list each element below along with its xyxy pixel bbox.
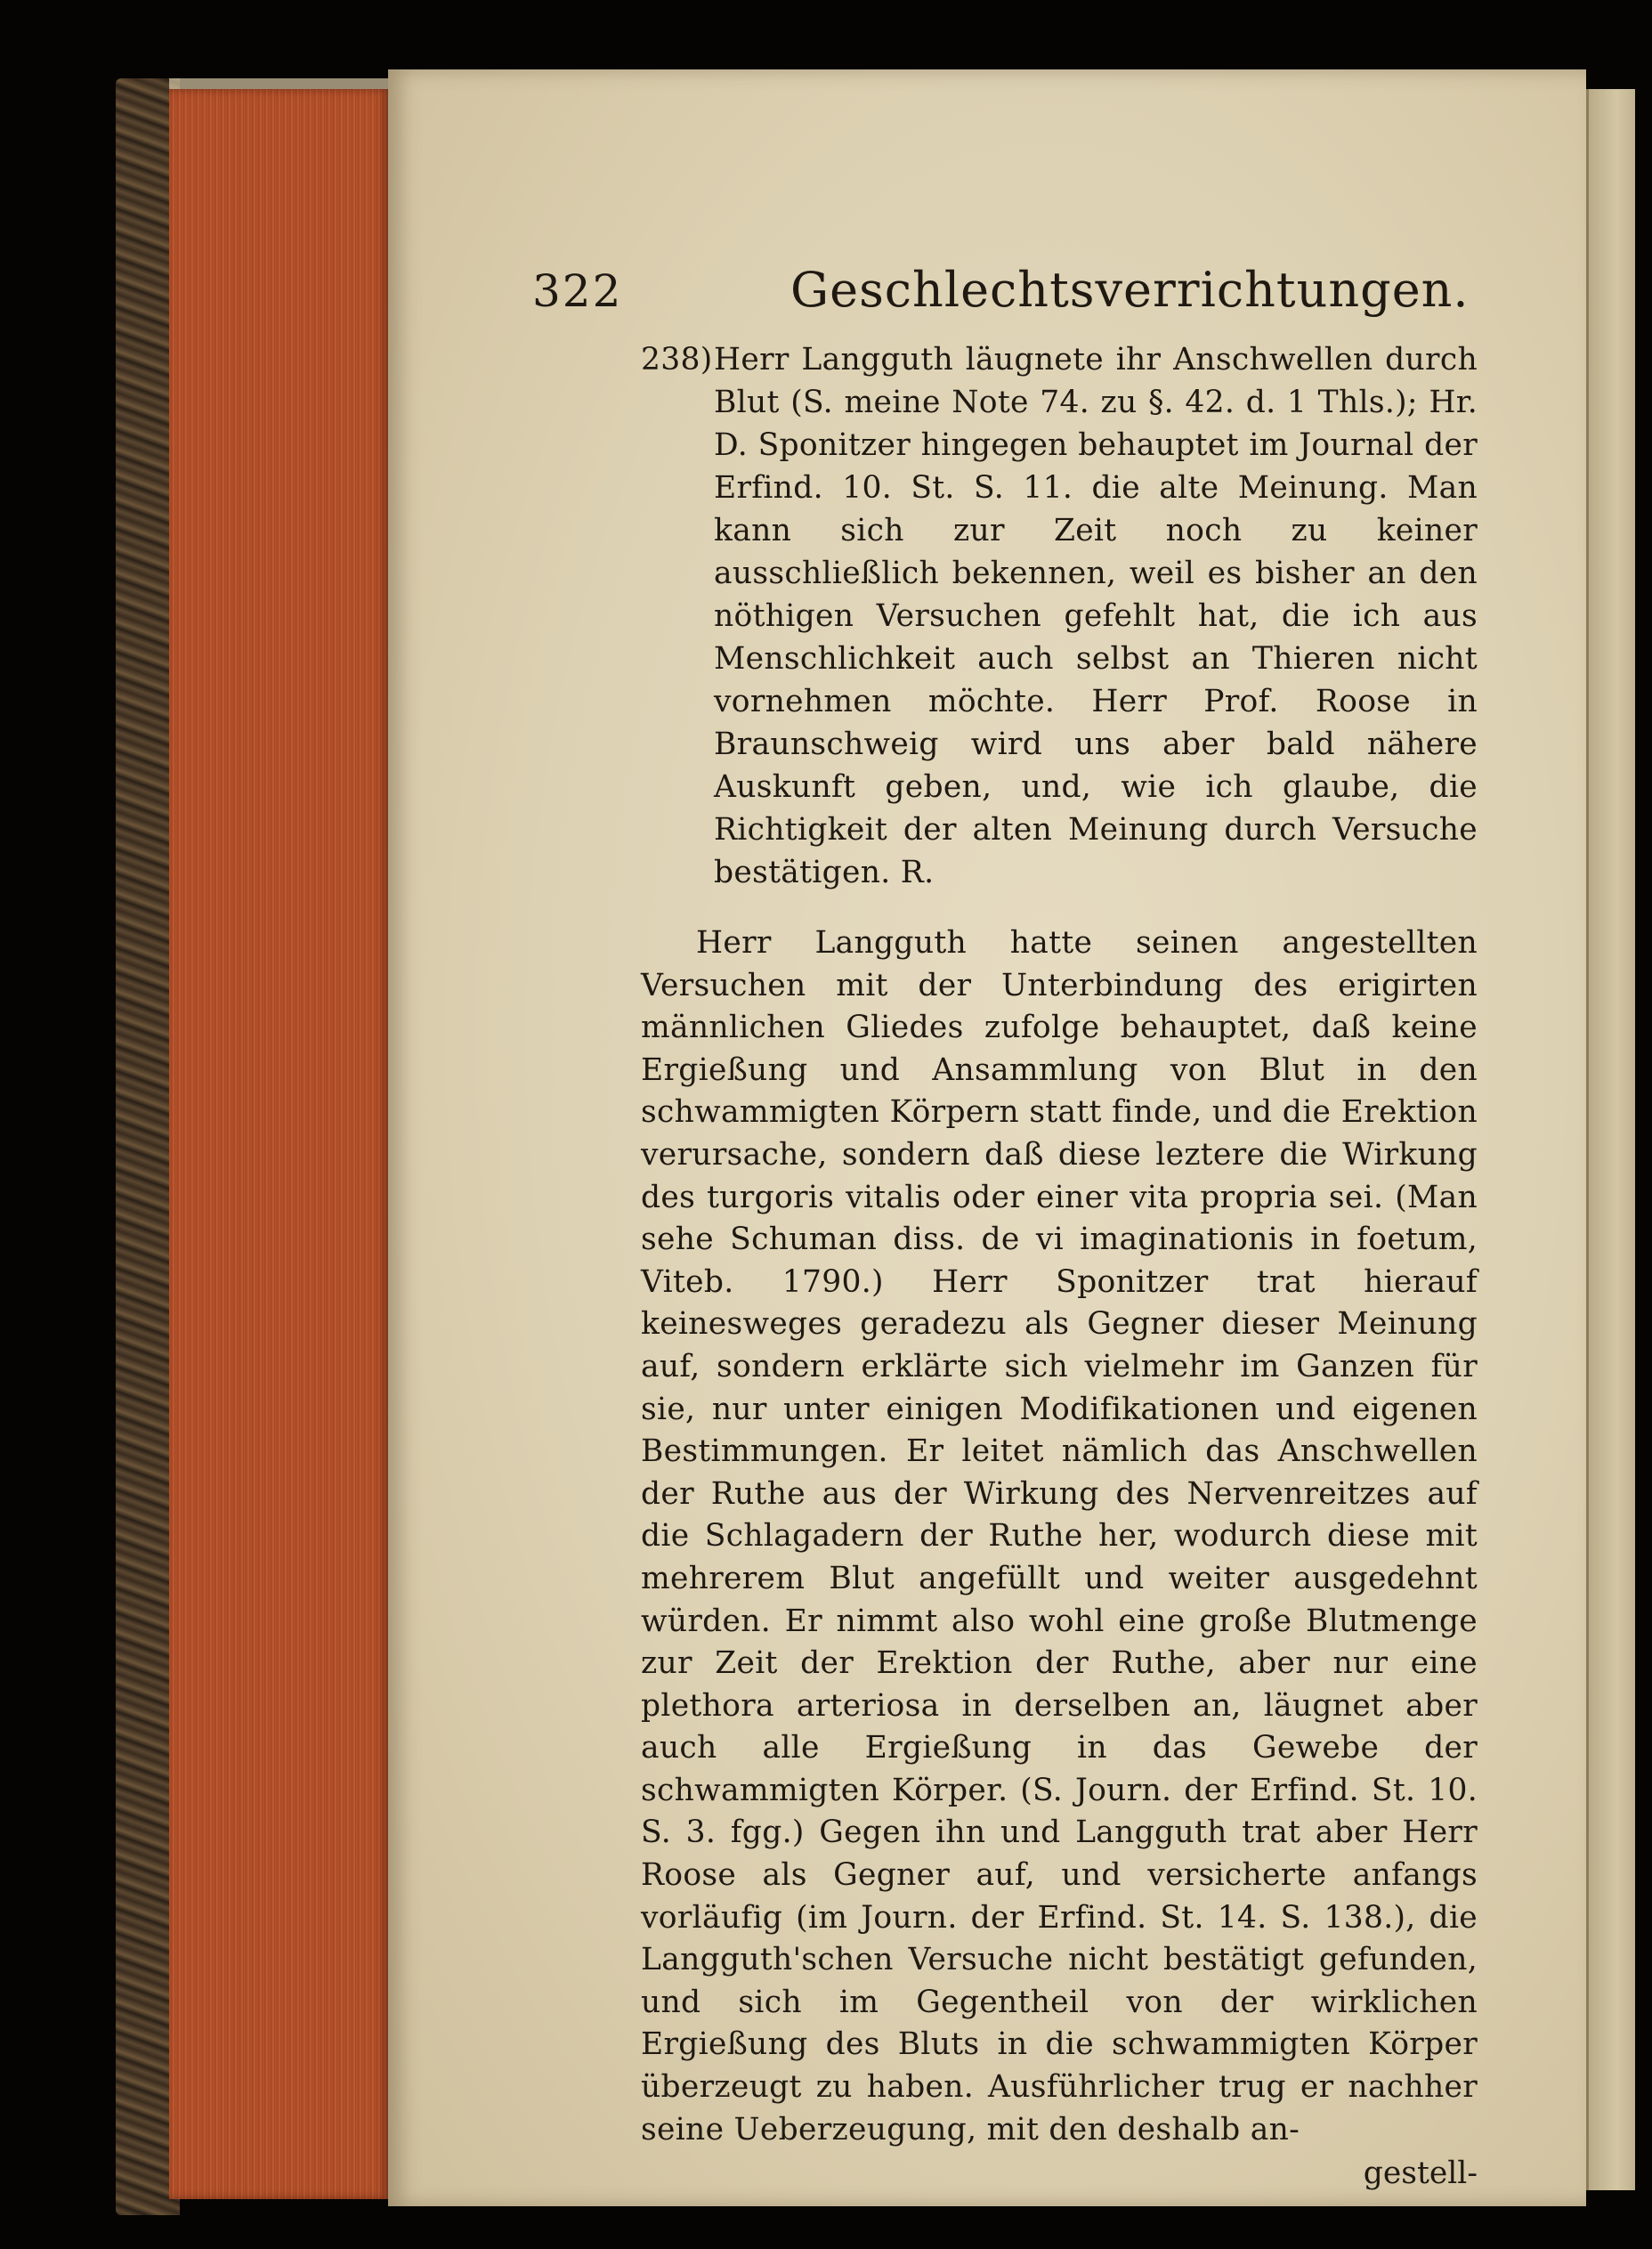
- page-text: [532, 258, 1478, 2196]
- page-header: [532, 258, 1478, 338]
- catchword: gestell-: [1363, 2156, 1478, 2192]
- footnote-number: 238): [641, 342, 713, 378]
- footnote-text: Herr Langguth läugnete ihr Anschwellen durch Blut (S. meine Note 74. zu §. 42. d. 1 Thls.); Hr. D. Sponitzer hingegen behauptet im Journal der Erfind. 10. St. S. 11. die alte Meinung. Man kann sich zur Zeit noch zu keiner ausschließlich bekennen, weil es bisher an den nöthigen Versuchen gefehlt hat, die ich aus Menschlichkeit auch selbst an Thieren nicht vornehmen möchte. Herr Prof. Roose in Braunschweig wird uns aber bald nähere Auskunft geben, und, wie ich glaube, die Richtigkeit der alten Meinung durch Versuche bestätigen. R.: [714, 342, 1478, 890]
- page-number: 322: [532, 265, 623, 317]
- running-head: Geschlechtsverrichtungen.: [790, 262, 1470, 318]
- footnote: [641, 338, 1478, 894]
- facing-page-edge: [1586, 89, 1635, 2190]
- main-paragraph: Herr Langguth hatte seinen angestellten Versuchen mit der Unterbindung des erigirten männlichen Gliedes zufolge behauptet, daß keine Ergießung und Ansammlung von Blut in den schwammigten Körpern statt finde, und die Erektion verursache, sondern daß diese leztere die Wirkung des turgoris vitalis oder einer vita propria sei. (Man sehe Schuman diss. de vi imaginationis in foetum, Viteb. 1790.) Herr Sponitzer trat hierauf keinesweges geradezu als Gegner dieser Meinung auf, sondern erklärte sich vielmehr im Ganzen für sie, nur unter einigen Modifikationen und eigenen Bestimmungen. Er leitet nämlich das Anschwellen der Ruthe aus der Wirkung des Nervenreitzes auf die Schlagadern der Ruthe her, wodurch diese mit mehrerem Blut angefüllt und weiter ausgedehnt würden. Er nimmt also wohl eine große Blutmenge zur Zeit der Erektion der Ruthe, aber nur eine plethora arteriosa in derselben an, läugnet aber auch alle Ergießung in das Gewebe der schwammigten Körper. (S. Journ. der Erfind. St. 10. S. 3. fgg.) Gegen ihn und Langguth trat aber Herr Roose als Gegner auf, und versicherte anfangs vorläufig (im Journ. der Erfind. St. 14. S. 138.), die Langguth'schen Versuche nicht bestätigt gefunden, und sich im Gegentheil von der wirklichen Ergießung des Bluts in die schwammigten Körper überzeugt zu haben. Ausführlicher trug er nachher seine Ueberzeugung, mit den deshalb an-: [641, 925, 1478, 2148]
- page-edges: [169, 89, 390, 2199]
